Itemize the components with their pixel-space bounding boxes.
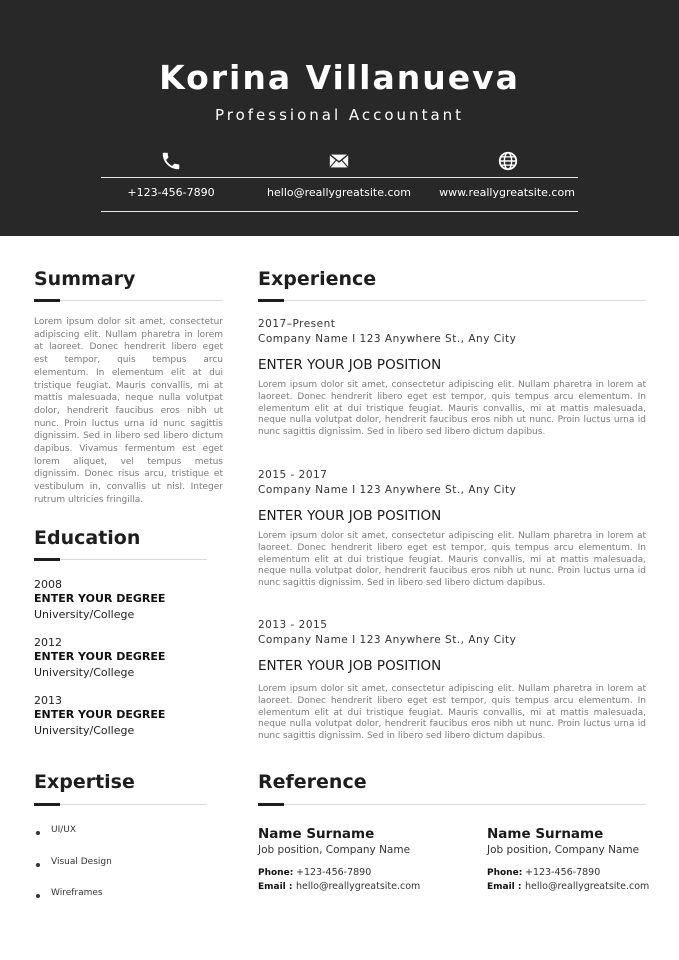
reference-accent bbox=[258, 803, 284, 806]
contact-divider-top bbox=[101, 177, 578, 178]
job-dates: 2015 - 2017 bbox=[258, 469, 328, 481]
contact-phone: +123-456-7890 bbox=[127, 186, 215, 199]
reference-email-label: Email : bbox=[258, 882, 293, 892]
mail-icon bbox=[328, 150, 350, 172]
job-description: Lorem ipsum dolor sit amet, consectetur adipiscing elit. Nullam pharetra in lorem at laoreet. Donec hendrerit libero eget est tempor, quis tempus arcu elementum. In elementum elit at dui tristique feugiat. Mauris convallis, mi at mattis malesuada, neque nulla volutpat dolor, hendrerit faucibus eros nibh ut nunc. Proin luctus urna id nunc sagittis dignissim. Sed in libero sed libero dictum dapibus. bbox=[258, 380, 646, 438]
education-school: University/College bbox=[34, 608, 135, 621]
education-degree: ENTER YOUR DEGREE bbox=[34, 592, 166, 605]
contact-email[interactable]: hello@reallygreatsite.com bbox=[267, 186, 411, 199]
experience-rule bbox=[258, 300, 646, 301]
reference-job: Job position, Company Name bbox=[487, 844, 640, 856]
phone-icon bbox=[160, 150, 182, 172]
summary-heading: Summary bbox=[34, 268, 136, 290]
reference-email[interactable]: hello@reallygreatsite.com bbox=[296, 881, 421, 892]
job-description: Lorem ipsum dolor sit amet, consectetur adipiscing elit. Nullam pharetra in lorem at laoreet. Donec hendrerit libero eget est tempor, quis tempus arcu elementum. In elementum elit at dui tristique feugiat. Mauris convallis, mi at mattis malesuada, neque nulla volutpat dolor, hendrerit faucibus eros nibh ut nunc. Proin luctus urna id nunc sagittis dignissim. Sed in libero sed libero dictum dapibus. bbox=[258, 684, 646, 742]
person-role: Professional Accountant bbox=[214, 106, 465, 124]
expertise-accent bbox=[34, 803, 60, 806]
expertise-item: Visual Design bbox=[51, 857, 112, 867]
education-year: 2013 bbox=[34, 694, 62, 707]
education-degree: ENTER YOUR DEGREE bbox=[34, 708, 166, 721]
reference-job: Job position, Company Name bbox=[258, 844, 411, 856]
job-position: ENTER YOUR JOB POSITION bbox=[258, 357, 442, 373]
education-heading: Education bbox=[34, 527, 141, 549]
job-position: ENTER YOUR JOB POSITION bbox=[258, 508, 442, 524]
job-description: Lorem ipsum dolor sit amet, consectetur adipiscing elit. Nullam pharetra in lorem at laoreet. Donec hendrerit libero eget est tempor, quis tempus arcu elementum. In elementum elit at dui tristique feugiat. Mauris convallis, mi at mattis malesuada, neque nulla volutpat dolor, hendrerit faucibus eros nibh ut nunc. Proin luctus urna id nunc sagittis dignissim. Sed in libero sed libero dictum dapibus. bbox=[258, 531, 646, 589]
contact-website[interactable]: www.reallygreatsite.com bbox=[439, 186, 575, 199]
education-year: 2008 bbox=[34, 578, 62, 591]
bullet-icon bbox=[36, 831, 40, 835]
summary-accent bbox=[34, 299, 60, 302]
reference-rule bbox=[258, 804, 646, 805]
education-school: University/College bbox=[34, 666, 135, 679]
summary-text: Lorem ipsum dolor sit amet, consectetur adipiscing elit. Nullam pharetra in lorem at laoreet. Donec hendrerit libero eget est tempor, quis tempus arcu elementum. In elementum elit at dui tristique feugiat. Mauris convallis, mi at mattis malesuada, neque nulla volutpat dolor, hendrerit faucibus eros nibh ut nunc. Proin luctus urna id nunc sagittis dignissim. Sed in libero sed libero dictum dapibus. Vivamus fermentum est eget lorem aliquet, vel tempus metus dignissim. Donec risus arcu, tristique et vestibulum in, convallis ut nisl. Integer rutrum ultricies fringilla. bbox=[34, 317, 223, 505]
person-name: Korina Villanueva bbox=[159, 58, 520, 97]
reference-email-label: Email : bbox=[487, 882, 522, 892]
education-degree: ENTER YOUR DEGREE bbox=[34, 650, 166, 663]
reference-heading: Reference bbox=[258, 771, 367, 793]
bullet-icon bbox=[36, 863, 40, 867]
education-accent bbox=[34, 558, 60, 561]
expertise-item: UI/UX bbox=[51, 825, 77, 835]
job-dates: 2013 - 2015 bbox=[258, 619, 328, 631]
bullet-icon bbox=[36, 894, 40, 898]
job-company: Company Name I 123 Anywhere St., Any City bbox=[258, 634, 517, 646]
job-company: Company Name I 123 Anywhere St., Any City bbox=[258, 484, 517, 496]
education-year: 2012 bbox=[34, 636, 62, 649]
summary-rule bbox=[34, 300, 223, 301]
reference-email[interactable]: hello@reallygreatsite.com bbox=[525, 881, 650, 892]
reference-phone: +123-456-7890 bbox=[525, 867, 601, 878]
expertise-item: Wireframes bbox=[51, 888, 103, 898]
experience-heading: Experience bbox=[258, 268, 377, 290]
globe-icon bbox=[497, 150, 519, 172]
experience-accent bbox=[258, 299, 284, 302]
expertise-heading: Expertise bbox=[34, 771, 135, 793]
reference-name: Name Surname bbox=[487, 826, 604, 842]
reference-phone-label: Phone: bbox=[258, 868, 294, 878]
job-company: Company Name I 123 Anywhere St., Any City bbox=[258, 333, 517, 345]
job-dates: 2017–Present bbox=[258, 318, 336, 330]
contact-divider-bottom bbox=[101, 211, 578, 212]
header-banner bbox=[0, 0, 679, 236]
reference-phone: +123-456-7890 bbox=[296, 867, 372, 878]
reference-name: Name Surname bbox=[258, 826, 375, 842]
education-school: University/College bbox=[34, 724, 135, 737]
job-position: ENTER YOUR JOB POSITION bbox=[258, 658, 442, 674]
reference-phone-label: Phone: bbox=[487, 868, 523, 878]
